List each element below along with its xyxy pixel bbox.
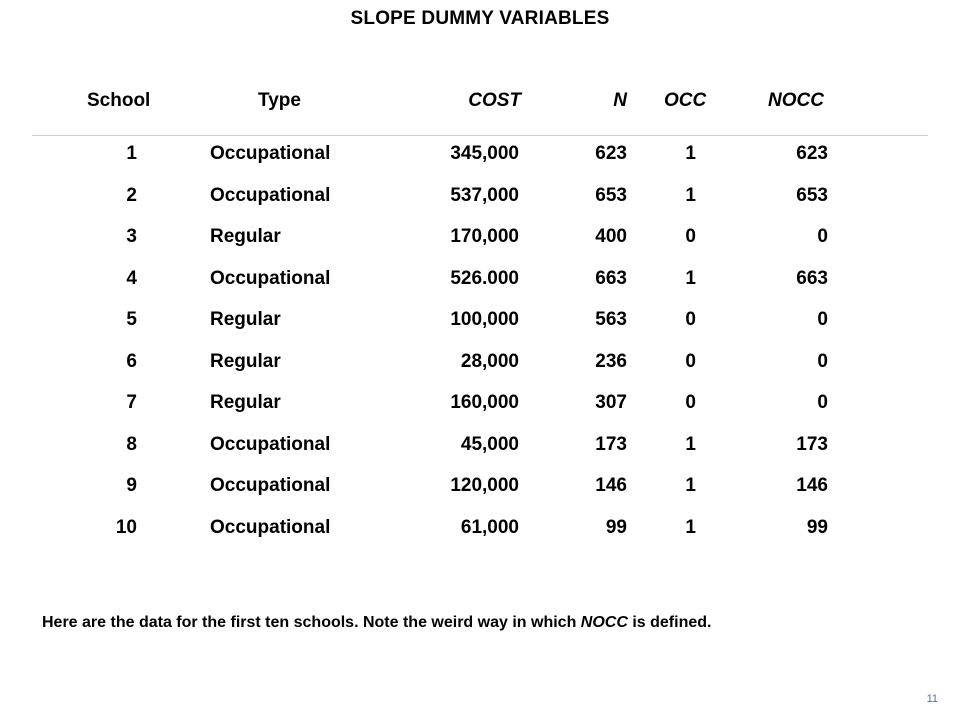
cell-n: 623: [595, 143, 627, 164]
cell-type: Regular: [210, 226, 281, 247]
cell-school: 3: [126, 226, 137, 247]
cell-school: 2: [126, 184, 137, 206]
cell-type: Occupational: [210, 475, 331, 496]
footnote-text-end: is defined.: [627, 614, 712, 631]
table-row: [0, 266, 960, 308]
header-school: School: [87, 90, 151, 111]
cell-nocc: 623: [796, 143, 828, 164]
cell-nocc: 653: [796, 184, 828, 206]
table-row: [0, 432, 960, 474]
table-header: [0, 90, 960, 116]
header-occ: OCC: [664, 90, 707, 111]
slide-title: SLOPE DUMMY VARIABLES: [350, 8, 610, 29]
cell-occ: 0: [685, 392, 696, 413]
cell-cost: 170,000: [450, 226, 519, 247]
header-type: Type: [258, 90, 301, 111]
cell-occ: 1: [685, 184, 696, 206]
cell-n: 307: [595, 392, 627, 413]
cell-type: Occupational: [210, 267, 331, 289]
cell-nocc: 146: [796, 475, 828, 496]
cell-nocc: 663: [796, 267, 828, 289]
cell-occ: 1: [685, 475, 696, 496]
cell-school: 5: [126, 309, 137, 330]
table-row: [0, 473, 960, 515]
cell-n: 236: [595, 350, 627, 372]
cell-school: 6: [126, 350, 137, 372]
cell-n: 146: [595, 475, 627, 496]
cell-nocc: 0: [817, 392, 828, 413]
header-nocc: NOCC: [768, 90, 824, 111]
cell-nocc: 0: [817, 309, 828, 330]
footnote-text: Here are the data for the first ten schools. Note the weird way in which: [42, 614, 581, 631]
page-number: 11: [926, 693, 938, 705]
cell-n: 653: [595, 184, 627, 206]
cell-type: Regular: [210, 350, 281, 372]
cell-cost: 28,000: [460, 350, 519, 372]
cell-occ: 0: [685, 350, 696, 372]
cell-school: 4: [126, 267, 137, 289]
cell-occ: 1: [685, 143, 696, 164]
table-row: [0, 390, 960, 432]
cell-cost: 100,000: [450, 309, 519, 330]
cell-nocc: 0: [817, 350, 828, 372]
cell-type: Regular: [210, 309, 281, 330]
cell-type: Occupational: [210, 433, 331, 455]
cell-school: 10: [115, 516, 137, 538]
table-row: [0, 224, 960, 266]
header-divider: [32, 135, 928, 136]
cell-nocc: 99: [806, 516, 828, 538]
cell-occ: 1: [685, 516, 696, 538]
cell-cost: 345,000: [450, 143, 519, 164]
cell-occ: 1: [685, 433, 696, 455]
cell-occ: 0: [685, 309, 696, 330]
cell-type: Occupational: [210, 143, 331, 164]
cell-occ: 0: [685, 226, 696, 247]
table-row: [0, 515, 960, 557]
cell-type: Regular: [210, 392, 281, 413]
cell-n: 563: [595, 309, 627, 330]
cell-n: 400: [595, 226, 627, 247]
cell-occ: 1: [685, 267, 696, 289]
table-row: [0, 183, 960, 225]
cell-cost: 160,000: [450, 392, 519, 413]
footnote: [42, 614, 711, 632]
cell-school: 8: [126, 433, 137, 455]
footnote-emphasis: NOCC: [580, 614, 628, 631]
cell-nocc: 173: [796, 433, 828, 455]
cell-cost: 120,000: [450, 475, 519, 496]
table-row: [0, 307, 960, 349]
cell-nocc: 0: [817, 226, 828, 247]
cell-type: Occupational: [210, 184, 331, 206]
cell-school: 9: [126, 475, 137, 496]
table-row: [0, 141, 960, 183]
header-n: N: [613, 90, 627, 111]
data-table: [0, 141, 960, 556]
cell-cost: 45,000: [460, 433, 519, 455]
cell-n: 663: [595, 267, 627, 289]
cell-type: Occupational: [210, 516, 331, 538]
cell-n: 173: [595, 433, 627, 455]
table-row: [0, 349, 960, 391]
cell-school: 1: [126, 143, 137, 164]
header-cost: COST: [468, 90, 521, 111]
cell-cost: 537,000: [450, 184, 519, 206]
cell-cost: 526.000: [450, 267, 519, 289]
cell-cost: 61,000: [460, 516, 519, 538]
cell-n: 99: [605, 516, 627, 538]
cell-school: 7: [126, 392, 137, 413]
